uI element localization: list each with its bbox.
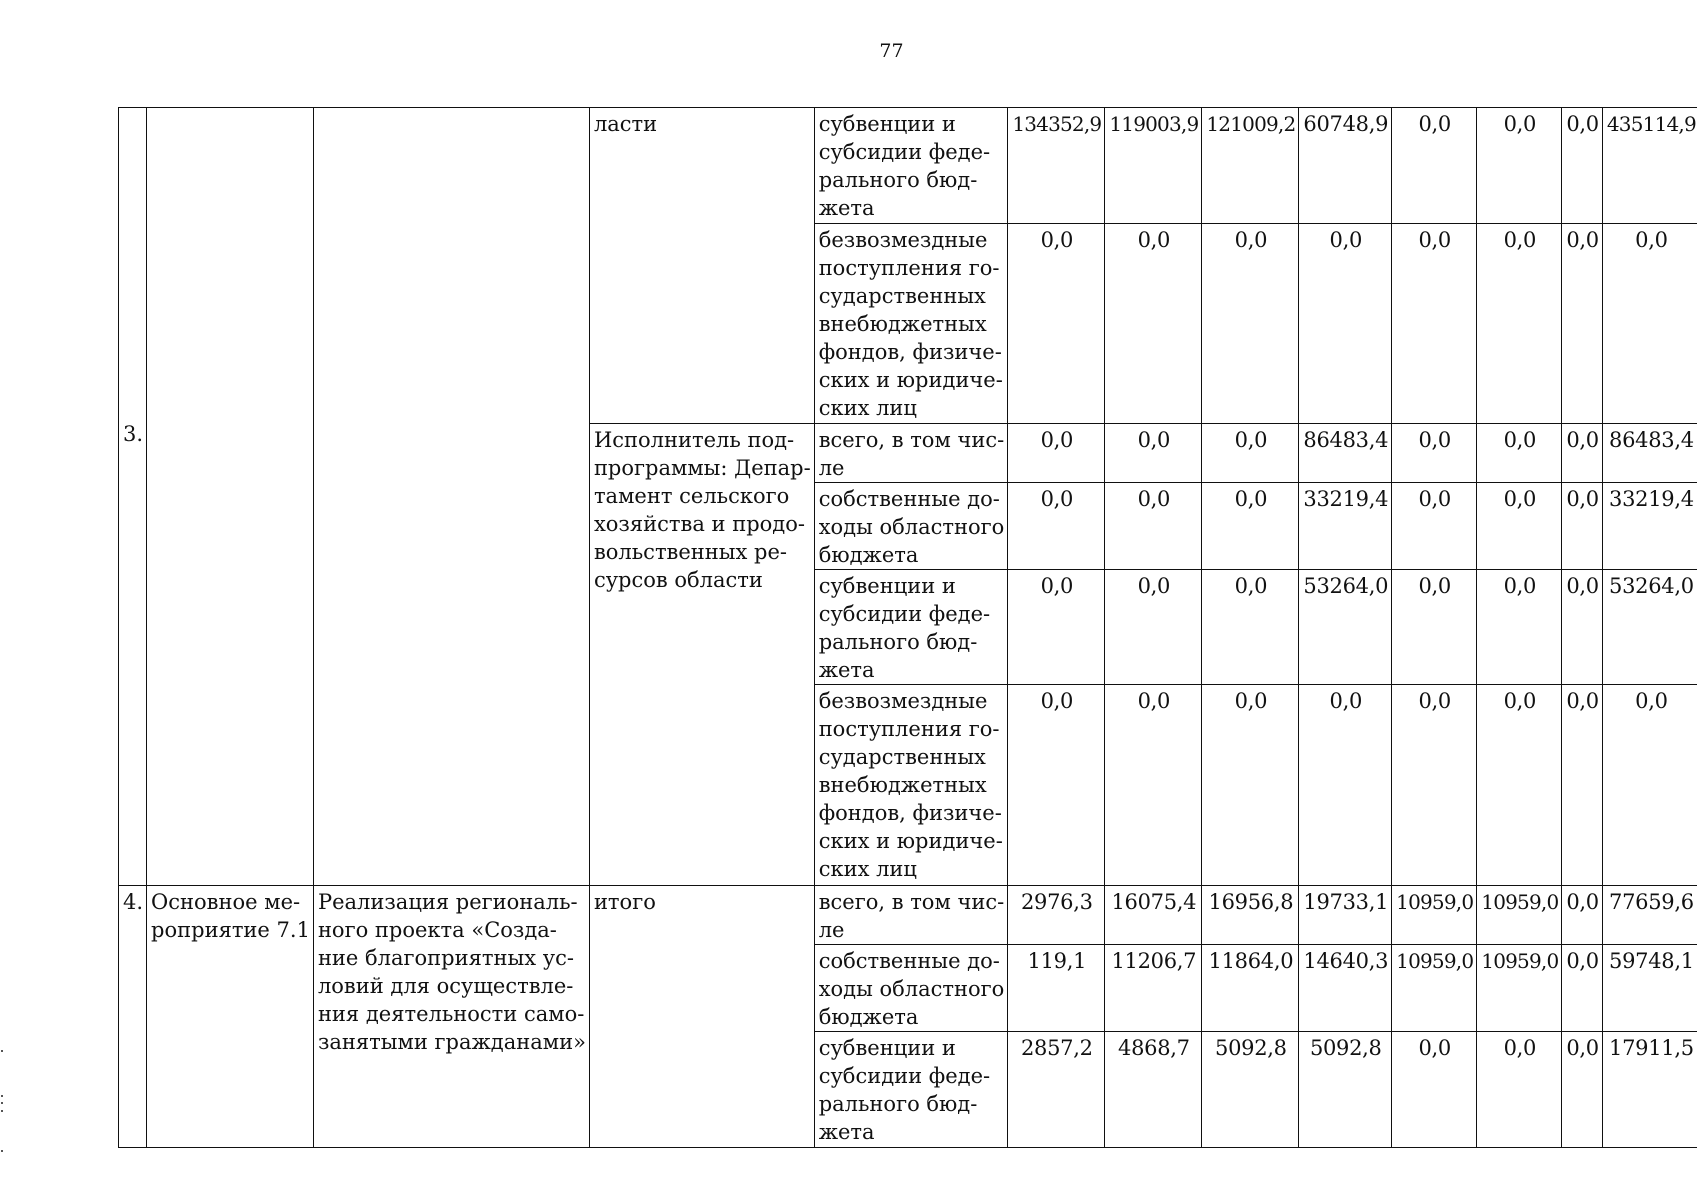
value-cell: 0,0 — [1602, 685, 1697, 886]
value-cell: 0,0 — [1392, 1032, 1477, 1148]
value-cell: 0,0 — [1105, 424, 1202, 483]
row-index-cell — [119, 886, 147, 1148]
executor-cell: Исполнитель под- программы: Депар- тамент сельского хозяйства и продо- вольственных ре- сурсов области — [589, 424, 814, 886]
source-label-cell: всего, в том чис- ле — [814, 424, 1008, 483]
value-cell: 0,0 — [1562, 483, 1603, 570]
executor-cell — [589, 108, 814, 424]
table-row — [119, 886, 1697, 945]
value-cell: 0,0 — [1602, 224, 1697, 424]
value-cell: 0,0 — [1008, 483, 1105, 570]
value-cell: 0,0 — [1105, 224, 1202, 424]
value-cell: 0,0 — [1562, 1032, 1603, 1148]
row-index-cell — [119, 108, 147, 886]
value-cell: 0,0 — [1477, 570, 1562, 685]
value-cell: 0,0 — [1477, 224, 1562, 424]
value-cell: 16075,4 — [1105, 886, 1202, 945]
value-cell: 77659,6 — [1602, 886, 1697, 945]
value-cell: 0,0 — [1477, 424, 1562, 483]
value-cell: 0,0 — [1392, 424, 1477, 483]
table-row — [119, 108, 1697, 224]
value-cell: 0,0 — [1392, 570, 1477, 685]
source-label-cell: субвенции и субсидии феде- рального бюд- жета — [814, 1032, 1008, 1148]
project-cell — [313, 108, 589, 886]
value-cell: 435114,9 — [1602, 108, 1697, 224]
source-label-cell: субвенции и субсидии феде- рального бюд- жета — [814, 570, 1008, 685]
value-cell: 10959,0 — [1477, 886, 1562, 945]
scan-margin-marks — [0, 1050, 4, 1200]
value-cell: 121009,2 — [1202, 108, 1299, 224]
value-cell: 0,0 — [1562, 108, 1603, 224]
value-cell: 14640,3 — [1299, 945, 1392, 1032]
value-cell: 33219,4 — [1299, 483, 1392, 570]
value-cell: 0,0 — [1202, 424, 1299, 483]
value-cell: 0,0 — [1477, 685, 1562, 886]
page-number: 77 — [879, 40, 904, 62]
executor-label: ласти — [593, 112, 658, 136]
value-cell: 0,0 — [1562, 685, 1603, 886]
value-cell: 10959,0 — [1477, 945, 1562, 1032]
value-cell: 0,0 — [1392, 224, 1477, 424]
row-index: 4. — [123, 890, 144, 914]
source-label-cell: безвозмездные поступления го- сударственных внебюджетных фондов, физиче- ских и юридиче- ских лиц — [814, 685, 1008, 886]
value-cell: 59748,1 — [1602, 945, 1697, 1032]
value-cell: 119003,9 — [1105, 108, 1202, 224]
value-cell: 119,1 — [1008, 945, 1105, 1032]
value-cell: 0,0 — [1202, 483, 1299, 570]
executor-cell: итого — [589, 886, 814, 1148]
value-cell: 53264,0 — [1299, 570, 1392, 685]
value-cell: 0,0 — [1562, 886, 1603, 945]
value-cell: 0,0 — [1008, 685, 1105, 886]
value-cell: 2857,2 — [1008, 1032, 1105, 1148]
value-cell: 0,0 — [1562, 224, 1603, 424]
value-cell: 16956,8 — [1202, 886, 1299, 945]
value-cell: 0,0 — [1562, 945, 1603, 1032]
value-cell: 10959,0 — [1392, 886, 1477, 945]
value-cell: 0,0 — [1562, 424, 1603, 483]
value-cell: 11206,7 — [1105, 945, 1202, 1032]
value-cell: 0,0 — [1392, 108, 1477, 224]
value-cell: 0,0 — [1202, 224, 1299, 424]
value-cell: 53264,0 — [1602, 570, 1697, 685]
row-index: 3. — [123, 422, 144, 446]
value-cell: 5092,8 — [1202, 1032, 1299, 1148]
source-label-cell: собственные до- ходы областного бюджета — [814, 945, 1008, 1032]
value-cell: 0,0 — [1477, 108, 1562, 224]
value-cell: 2976,3 — [1008, 886, 1105, 945]
value-cell: 10959,0 — [1392, 945, 1477, 1032]
source-label-cell: собственные до- ходы областного бюджета — [814, 483, 1008, 570]
source-label-cell: субвенции и субсидии феде- рального бюд- жета — [814, 108, 1008, 224]
value-cell: 17911,5 — [1602, 1032, 1697, 1148]
value-cell: 0,0 — [1105, 570, 1202, 685]
value-cell: 0,0 — [1299, 224, 1392, 424]
value-cell: 0,0 — [1008, 224, 1105, 424]
value-cell: 0,0 — [1202, 570, 1299, 685]
value-cell: 19733,1 — [1299, 886, 1392, 945]
event-cell — [147, 108, 314, 886]
value-cell: 0,0 — [1008, 424, 1105, 483]
value-cell: 0,0 — [1105, 685, 1202, 886]
budget-table — [118, 107, 1697, 1148]
value-cell: 0,0 — [1105, 483, 1202, 570]
value-cell: 134352,9 — [1008, 108, 1105, 224]
value-cell: 0,0 — [1299, 685, 1392, 886]
value-cell: 0,0 — [1392, 483, 1477, 570]
value-cell: 60748,9 — [1299, 108, 1392, 224]
value-cell: 4868,7 — [1105, 1032, 1202, 1148]
value-cell: 86483,4 — [1602, 424, 1697, 483]
source-label-cell: безвозмездные поступления го- сударственных внебюджетных фондов, физиче- ских и юридиче- ских лиц — [814, 224, 1008, 424]
value-cell: 5092,8 — [1299, 1032, 1392, 1148]
value-cell: 11864,0 — [1202, 945, 1299, 1032]
value-cell: 0,0 — [1392, 685, 1477, 886]
value-cell: 86483,4 — [1299, 424, 1392, 483]
value-cell: 0,0 — [1477, 483, 1562, 570]
value-cell: 0,0 — [1477, 1032, 1562, 1148]
project-cell: Реализация региональ- ного проекта «Созда- ние благоприятных ус- ловий для осуществле- ния деятельности само- занятыми гражданами» — [313, 886, 589, 1148]
value-cell: 0,0 — [1562, 570, 1603, 685]
event-cell: Основное ме- роприятие 7.1 — [147, 886, 314, 1148]
value-cell: 0,0 — [1202, 685, 1299, 886]
source-label-cell: всего, в том чис- ле — [814, 886, 1008, 945]
value-cell: 0,0 — [1008, 570, 1105, 685]
value-cell: 33219,4 — [1602, 483, 1697, 570]
